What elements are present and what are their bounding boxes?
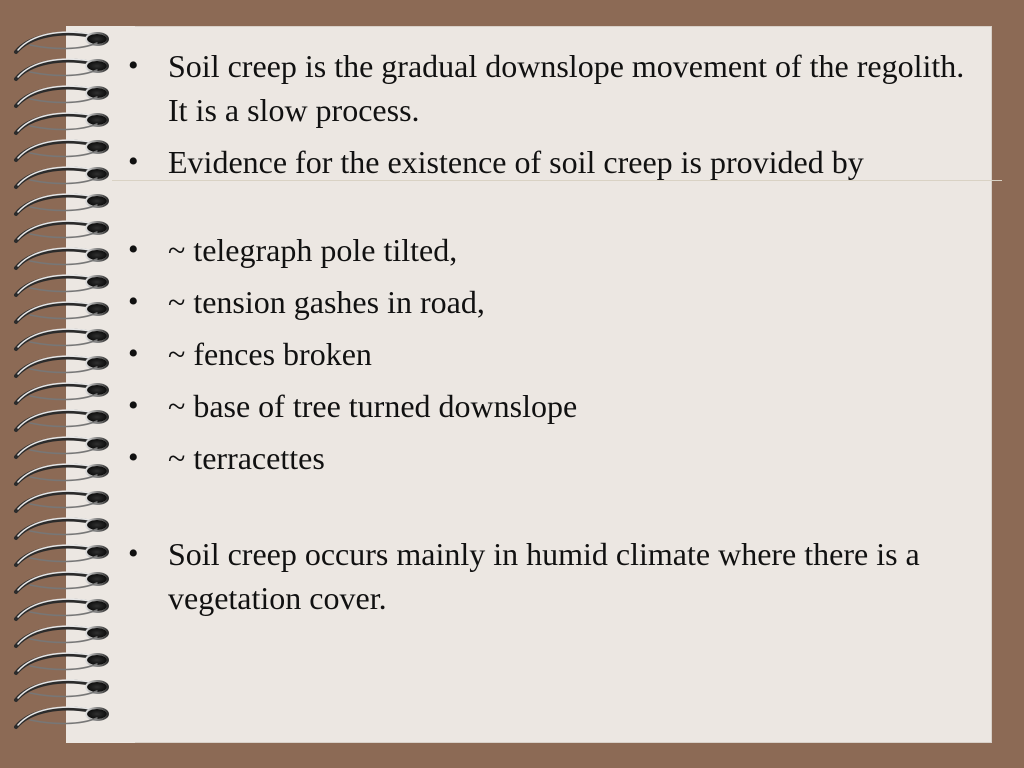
bullet-item xyxy=(128,140,978,184)
spiral-coil xyxy=(16,491,108,511)
bullet-item xyxy=(128,228,978,272)
spiral-coil xyxy=(16,86,108,106)
bullet-text: Soil creep is the gradual downslope movement of the regolith. It is a slow process. xyxy=(168,48,965,128)
spiral-coil xyxy=(16,383,108,403)
spiral-coil xyxy=(16,410,108,430)
spiral-coil xyxy=(16,572,108,592)
spiral-coil xyxy=(16,275,108,295)
bullet-text: ~ base of tree turned downslope xyxy=(168,388,578,424)
spiral-coil xyxy=(16,599,108,619)
bullet-text: ~ telegraph pole tilted, xyxy=(168,232,458,268)
bullet-symbol: • xyxy=(128,389,139,422)
bullet-symbol: • xyxy=(128,285,139,318)
spiral-coil xyxy=(16,518,108,538)
spiral-coil xyxy=(16,545,108,565)
spiral-coil xyxy=(16,32,108,52)
spiral-coil xyxy=(16,626,108,646)
spiral-coil xyxy=(16,680,108,700)
bullet-item xyxy=(128,532,978,620)
bullet-text: ~ tension gashes in road, xyxy=(168,284,485,320)
spiral-coil xyxy=(16,221,108,241)
bullet-item xyxy=(128,280,978,324)
spiral-coil xyxy=(16,707,108,727)
bullet-symbol: • xyxy=(128,337,139,370)
bullet-text: Evidence for the existence of soil creep is provided by xyxy=(168,144,864,180)
bullet-text: ~ terracettes xyxy=(168,440,325,476)
slide-content xyxy=(128,44,978,620)
spiral-coil xyxy=(16,329,108,349)
spiral-coil xyxy=(16,140,108,160)
spiral-coil xyxy=(16,437,108,457)
bullet-symbol: • xyxy=(128,441,139,474)
spiral-coil xyxy=(16,113,108,133)
spiral-coil xyxy=(16,194,108,214)
spiral-coil xyxy=(16,167,108,187)
bullet-symbol: • xyxy=(128,145,139,178)
bullet-text: Soil creep occurs mainly in humid climate where there is a vegetation cover. xyxy=(168,536,920,616)
spiral-binding-icon xyxy=(0,0,135,768)
bullet-symbol: • xyxy=(128,537,139,570)
spiral-coil xyxy=(16,464,108,484)
bullet-symbol: • xyxy=(128,49,139,82)
spiral-coil xyxy=(16,302,108,322)
spiral-coil xyxy=(16,356,108,376)
bullet-item xyxy=(128,384,978,428)
spiral-coil xyxy=(16,653,108,673)
bullet-item xyxy=(128,332,978,376)
bullet-symbol: • xyxy=(128,233,139,266)
bullet-text: ~ fences broken xyxy=(168,336,372,372)
spiral-coil xyxy=(16,248,108,268)
bullet-item xyxy=(128,44,978,132)
spiral-coil xyxy=(16,59,108,79)
bullet-item xyxy=(128,436,978,480)
